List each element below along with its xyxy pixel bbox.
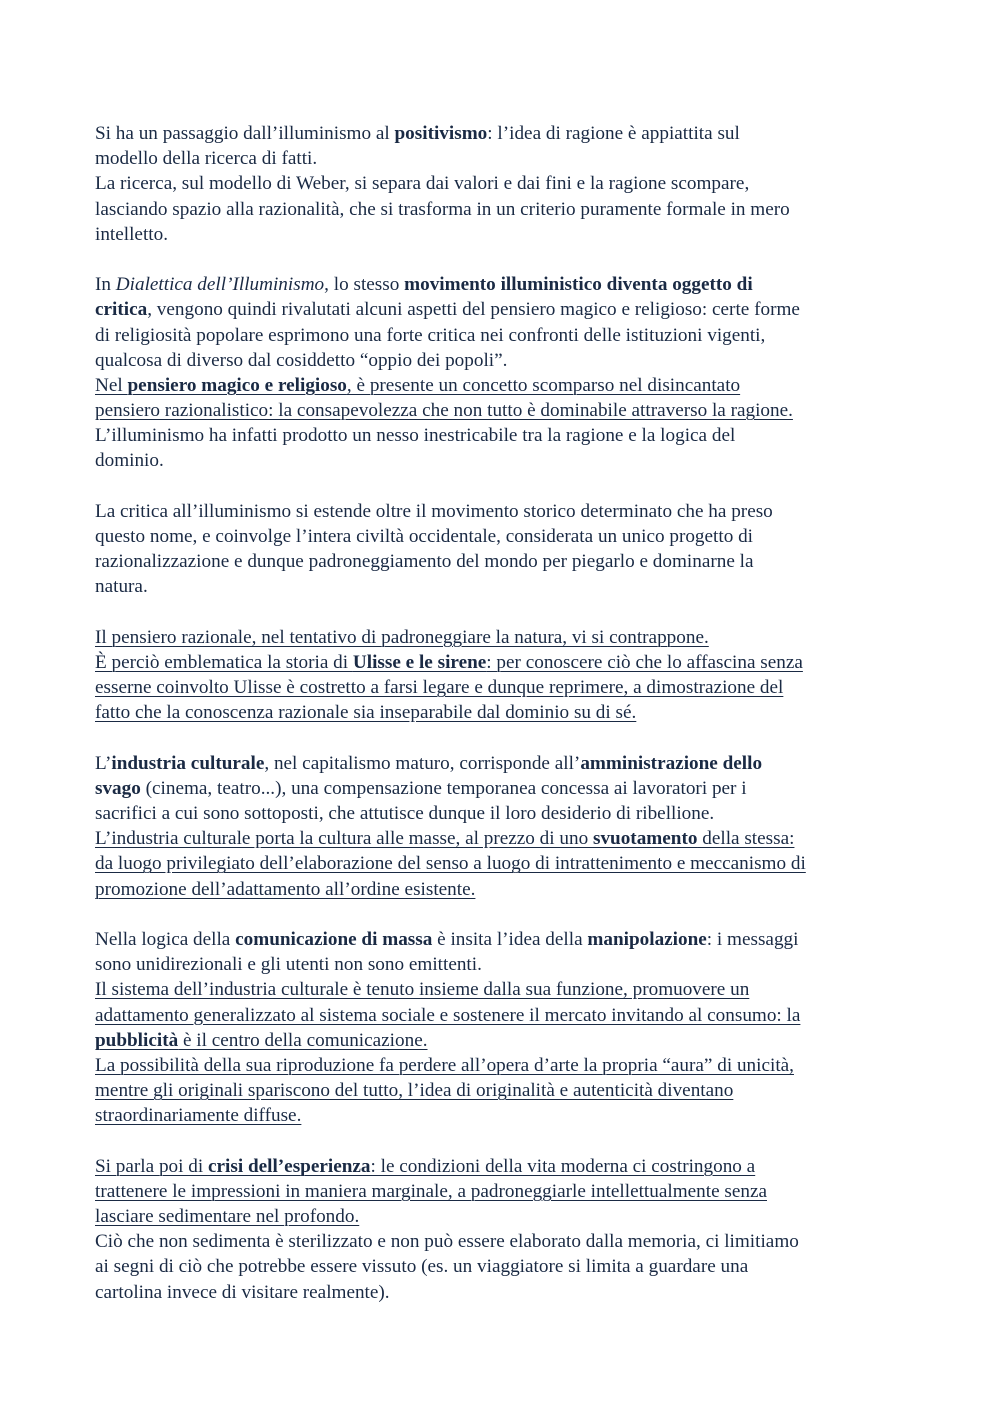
text-run: , vengono quindi rivalutati alcuni aspetti del pensiero magico e religioso: certe forme (147, 299, 800, 321)
text-run: trattenere le impressioni in maniera marginale, a padroneggiarle intellettualmente senza (95, 1180, 767, 1202)
text-line (95, 348, 910, 373)
text-line (95, 448, 910, 473)
text-run: amministrazione dello (580, 752, 763, 774)
text-run: lasciare sedimentare nel profondo. (95, 1206, 360, 1228)
text-run: promozione dell’adattamento all’ordine esistente. (95, 878, 476, 900)
text-line (95, 1229, 910, 1254)
text-line (95, 499, 910, 524)
paragraph (95, 927, 910, 1129)
text-run: qualcosa di diverso dal cosiddetto “oppio dei popoli”. (95, 349, 508, 371)
text-run: della stessa: (697, 828, 795, 850)
paragraph-gap (95, 474, 910, 499)
text-line (95, 877, 910, 902)
text-line (95, 197, 910, 222)
text-run: movimento illuministico diventa oggetto di (404, 274, 753, 296)
text-line (95, 751, 910, 776)
text-run: La possibilità della sua riproduzione fa perdere all’opera d’arte la propria “aura” di unicità, (95, 1054, 794, 1076)
text-line (95, 801, 910, 826)
text-run: : le condizioni della vita moderna ci costringono a (370, 1155, 756, 1177)
text-line (95, 549, 910, 574)
paragraph (95, 121, 910, 247)
text-line (95, 1204, 910, 1229)
text-line (95, 1103, 910, 1128)
text-run: straordinariamente diffuse. (95, 1105, 302, 1127)
text-run: L’industria culturale porta la cultura alle masse, al prezzo di uno (95, 828, 593, 850)
text-run: : i messaggi (706, 929, 799, 950)
text-run: Nel (95, 374, 128, 396)
text-line (95, 927, 910, 952)
text-run: pubblicità (95, 1029, 179, 1051)
text-run: modello della ricerca di fatti. (95, 148, 318, 170)
paragraph-gap (95, 902, 910, 927)
text-line (95, 146, 910, 171)
text-run: Dialettica dell’Illuminismo (115, 274, 325, 296)
text-run: lasciando spazio alla razionalità, che si trasforma in un criterio puramente formale in mero (95, 198, 790, 220)
text-line (95, 1254, 910, 1279)
text-run: dominio. (95, 450, 164, 472)
text-run: Ciò che non sedimenta è sterilizzato e non può essere elaborato dalla memoria, ci limitiamo (95, 1231, 799, 1253)
text-run: manipolazione (587, 929, 707, 950)
paragraph (95, 625, 910, 726)
text-run: da luogo privilegiato dell’elaborazione del senso a luogo di intrattenimento e meccanismo di (95, 853, 806, 875)
text-run: razionalizzazione e dunque padroneggiamento del mondo per piegarlo e dominarne la (95, 551, 754, 573)
paragraph-gap (95, 726, 910, 751)
text-run: L’illuminismo ha infatti prodotto un nesso inestricabile tra la ragione e la logica del (95, 425, 736, 447)
text-line (95, 398, 910, 423)
text-run: di religiosità popolare esprimono una forte critica nei confronti delle istituzioni vigenti, (95, 324, 766, 346)
text-line (95, 373, 910, 398)
text-run: , lo stesso (324, 274, 405, 296)
text-run: , è presente un concetto scomparso nel disincantato (346, 374, 741, 396)
text-run: critica (95, 299, 148, 321)
text-run: : per conoscere ciò che lo affascina senza (486, 651, 803, 673)
text-run: In (95, 274, 116, 296)
text-run: svago (95, 777, 141, 799)
text-run: crisi dell’esperienza (207, 1155, 371, 1177)
text-run: Si ha un passaggio dall’illuminismo al (95, 123, 395, 144)
text-run: comunicazione di massa (235, 929, 433, 950)
text-line (95, 851, 910, 876)
text-run: Il sistema dell’industria culturale è tenuto insieme dalla sua funzione, promuovere un (95, 979, 750, 1001)
paragraph (95, 751, 910, 902)
text-line (95, 1154, 910, 1179)
text-line (95, 1179, 910, 1204)
text-run: industria culturale (111, 752, 265, 774)
text-run: esserne coinvolto Ulisse è costretto a farsi legare e dunque reprimere, a dimostrazione del (95, 677, 784, 699)
text-line (95, 1028, 910, 1053)
text-line (95, 700, 910, 725)
text-line (95, 222, 910, 247)
text-line (95, 776, 910, 801)
document-page (95, 121, 910, 1305)
text-run: : l’idea di ragione è appiattita sul (487, 123, 740, 144)
text-run: adattamento generalizzato al sistema sociale e sostenere il mercato invitando al consumo: la (95, 1004, 801, 1026)
text-run: (cinema, teatro...), una compensazione temporanea concessa ai lavoratori per i (140, 777, 747, 799)
text-run: mentre gli originali spariscono del tutto, l’idea di originalità e autenticità diventano (95, 1080, 734, 1102)
text-line (95, 1078, 910, 1103)
text-line (95, 1003, 910, 1028)
text-run: intelletto. (95, 223, 169, 245)
text-run: Nella logica della (95, 929, 236, 950)
text-line (95, 826, 910, 851)
text-line (95, 625, 910, 650)
text-run: positivismo (394, 123, 488, 144)
text-run: fatto che la conoscenza razionale sia inseparabile dal dominio su di sé. (95, 702, 637, 724)
text-run: è insita l’idea della (432, 929, 588, 950)
text-line (95, 952, 910, 977)
text-run: pensiero magico e religioso (127, 374, 347, 396)
paragraph-gap (95, 1129, 910, 1154)
text-run: ai segni di ciò che potrebbe essere vissuto (es. un viaggiatore si limita a guardare una (95, 1256, 749, 1278)
text-line (95, 1280, 910, 1305)
paragraph-gap (95, 247, 910, 272)
text-run: questo nome, e coinvolge l’intera civiltà occidentale, considerata un unico progetto di (95, 526, 754, 547)
text-line (95, 171, 910, 196)
text-run: svuotamento (592, 828, 698, 850)
text-run: è il centro della comunicazione. (178, 1029, 428, 1051)
text-run: sono unidirezionali e gli utenti non sono emittenti. (95, 954, 482, 976)
text-line (95, 121, 910, 146)
text-line (95, 977, 910, 1002)
text-line (95, 297, 910, 322)
paragraph (95, 1154, 910, 1305)
text-run: L’ (95, 752, 112, 774)
paragraph-gap (95, 600, 910, 625)
text-run: natura. (95, 576, 148, 598)
text-run: La critica all’illuminismo si estende oltre il movimento storico determinato che ha preso (95, 500, 773, 522)
text-run: La ricerca, sul modello di Weber, si separa dai valori e dai fini e la ragione scompare, (95, 173, 750, 195)
text-line (95, 272, 910, 297)
text-line (95, 650, 910, 675)
paragraph (95, 499, 910, 600)
text-run: Si parla poi di (95, 1155, 208, 1177)
text-line (95, 323, 910, 348)
text-line (95, 675, 910, 700)
paragraph (95, 272, 910, 474)
text-run: È perciò emblematica la storia di (95, 651, 353, 673)
text-run: Ulisse e le sirene (352, 651, 487, 673)
text-run: cartolina invece di visitare realmente). (95, 1281, 390, 1303)
text-line (95, 1053, 910, 1078)
text-line (95, 574, 910, 599)
text-line (95, 423, 910, 448)
text-run: Il pensiero razionale, nel tentativo di padroneggiare la natura, vi si contrappone. (95, 626, 709, 648)
text-run: pensiero razionalistico: la consapevolezza che non tutto è dominabile attraverso la ragione. (95, 400, 793, 422)
text-run: , nel capitalismo maturo, corrisponde all’ (264, 752, 581, 774)
text-line (95, 524, 910, 549)
text-run: sacrifici a cui sono sottoposti, che attutisce dunque il loro desiderio di ribellione. (95, 803, 715, 825)
